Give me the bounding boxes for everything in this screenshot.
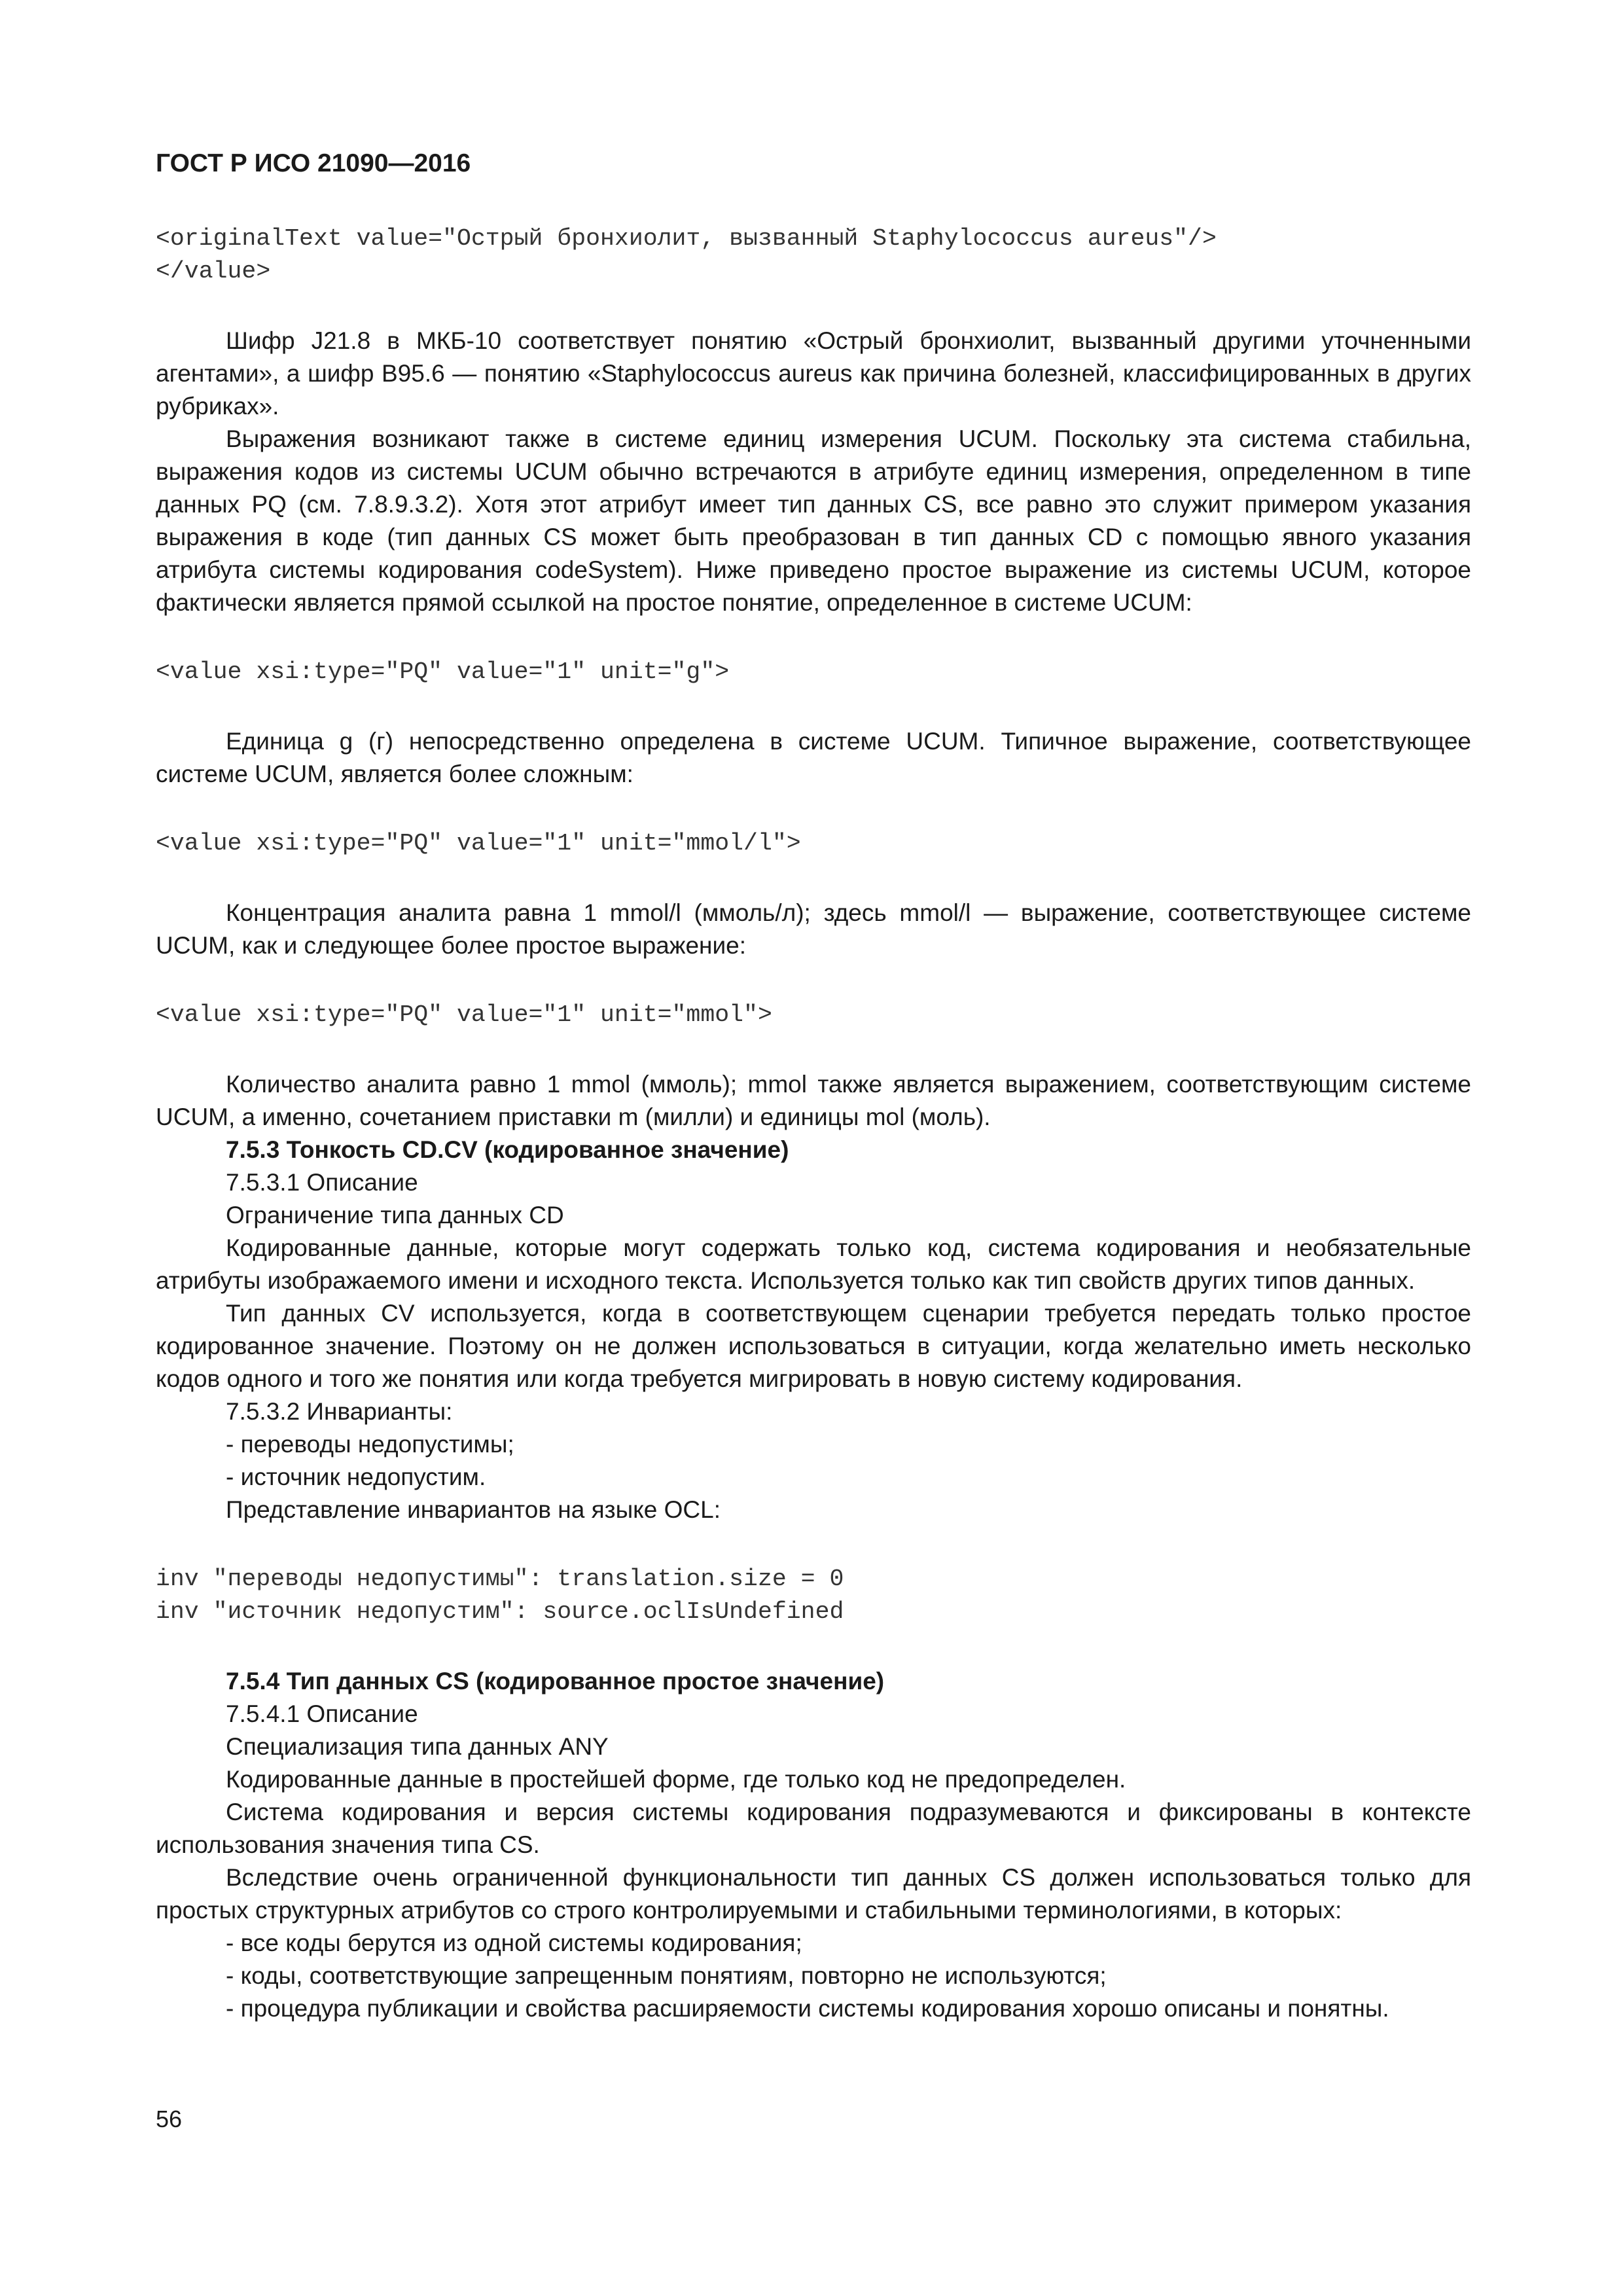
paragraph: Кодированные данные, которые могут содержать только код, система кодирования и необязательные атрибуты изображаемого имени и исходного текста. Используется только как тип свойств других типов данных. xyxy=(156,1234,1471,1294)
paragraph: Система кодирования и версия системы кодирования подразумеваются и фиксированы в контексте использования значения типа CS. xyxy=(156,1799,1471,1858)
paragraph: Концентрация аналита равна 1 mmol/l (ммоль/л); здесь mmol/l — выражение, соответствующее системе UCUM, как и следующее более простое выражение: xyxy=(156,899,1471,959)
code-line: inv "переводы недопустимы": translation.size = 0 xyxy=(156,1566,844,1592)
subsection-heading: 7.5.4.1 Описание xyxy=(226,1700,418,1727)
paragraph: Количество аналита равно 1 mmol (ммоль); mmol также является выражением, соответствующим системе UCUM, а именно, сочетанием приставки m (милли) и единицы mol (моль). xyxy=(156,1071,1471,1130)
subsection-heading: 7.5.3.2 Инварианты: xyxy=(226,1398,453,1425)
page-number: 56 xyxy=(156,2106,183,2132)
code-line: <value xsi:type="PQ" value="1" unit="mmol/l"> xyxy=(156,830,801,857)
paragraph: Единица g (г) непосредственно определена в системе UCUM. Типичное выражение, соответствующее системе UCUM, является более сложным: xyxy=(156,728,1471,787)
section-heading: 7.5.3 Тонкость CD.CV (кодированное значение) xyxy=(226,1136,789,1163)
paragraph: Вследствие очень ограниченной функциональности тип данных CS должен использоваться только для простых структурных атрибутов со строго контролируемыми и стабильными терминологиями, в которых: xyxy=(156,1864,1471,1924)
paragraph: Кодированные данные в простейшей форме, где только код не предопределен. xyxy=(226,1766,1126,1793)
paragraph: Тип данных CV используется, когда в соответствующем сценарии требуется передать только простое кодированное значение. Поэтому он не должен использоваться в ситуации, когда желательно иметь несколько кодов одного и того же понятия или когда требуется мигрировать в новую систему кодирования. xyxy=(156,1300,1471,1392)
code-line: inv "источник недопустим": source.oclIsUndefined xyxy=(156,1598,844,1625)
paragraph: Ограничение типа данных CD xyxy=(226,1202,564,1229)
paragraph: Выражения возникают также в системе единиц измерения UCUM. Поскольку эта система стабильна, выражения кодов из системы UCUM обычно встречаются в атрибуте единиц измерения, определенном в типе данных PQ (см. 7.8.9.3.2). Хотя этот атрибут имеет тип данных CS, все равно это служит примером указания выражения в коде (тип данных CS может быть преобразован в тип данных CD с помощью явного указания атрибута системы кодирования codeSystem). Ниже приведено простое выражение из системы UCUM, которое фактически является прямой ссылкой на простое понятие, определенное в системе UCUM: xyxy=(156,425,1471,616)
code-line: <value xsi:type="PQ" value="1" unit="mmol"> xyxy=(156,1001,772,1028)
list-item: - все коды берутся из одной системы кодирования; xyxy=(226,1929,802,1956)
code-line: <value xsi:type="PQ" value="1" unit="g"> xyxy=(156,658,730,685)
list-item: - переводы недопустимы; xyxy=(226,1431,514,1458)
document-header: ГОСТ Р ИСО 21090—2016 xyxy=(156,149,471,177)
paragraph: Шифр J21.8 в МКБ-10 соответствует понятию «Острый бронхиолит, вызванный другими уточненными агентами», а шифр B95.6 — понятию «Staphylococcus aureus как причина болезней, классифицированных в других рубриках». xyxy=(156,327,1471,420)
paragraph: Специализация типа данных ANY xyxy=(226,1733,609,1760)
paragraph: Представление инвариантов на языке OCL: xyxy=(226,1496,721,1523)
section-heading: 7.5.4 Тип данных CS (кодированное простое значение) xyxy=(226,1668,885,1695)
code-line: </value> xyxy=(156,258,271,285)
page-content xyxy=(156,223,1471,2025)
list-item: - источник недопустим. xyxy=(226,1463,486,1490)
list-item: - коды, соответствующие запрещенным понятиям, повторно не используются; xyxy=(226,1962,1107,1989)
list-item: - процедура публикации и свойства расширяемости системы кодирования хорошо описаны и понятны. xyxy=(226,1995,1389,2022)
code-line: <originalText value="Острый бронхиолит, вызванный Staphylococcus aureus"/> xyxy=(156,225,1217,252)
subsection-heading: 7.5.3.1 Описание xyxy=(226,1169,418,1196)
